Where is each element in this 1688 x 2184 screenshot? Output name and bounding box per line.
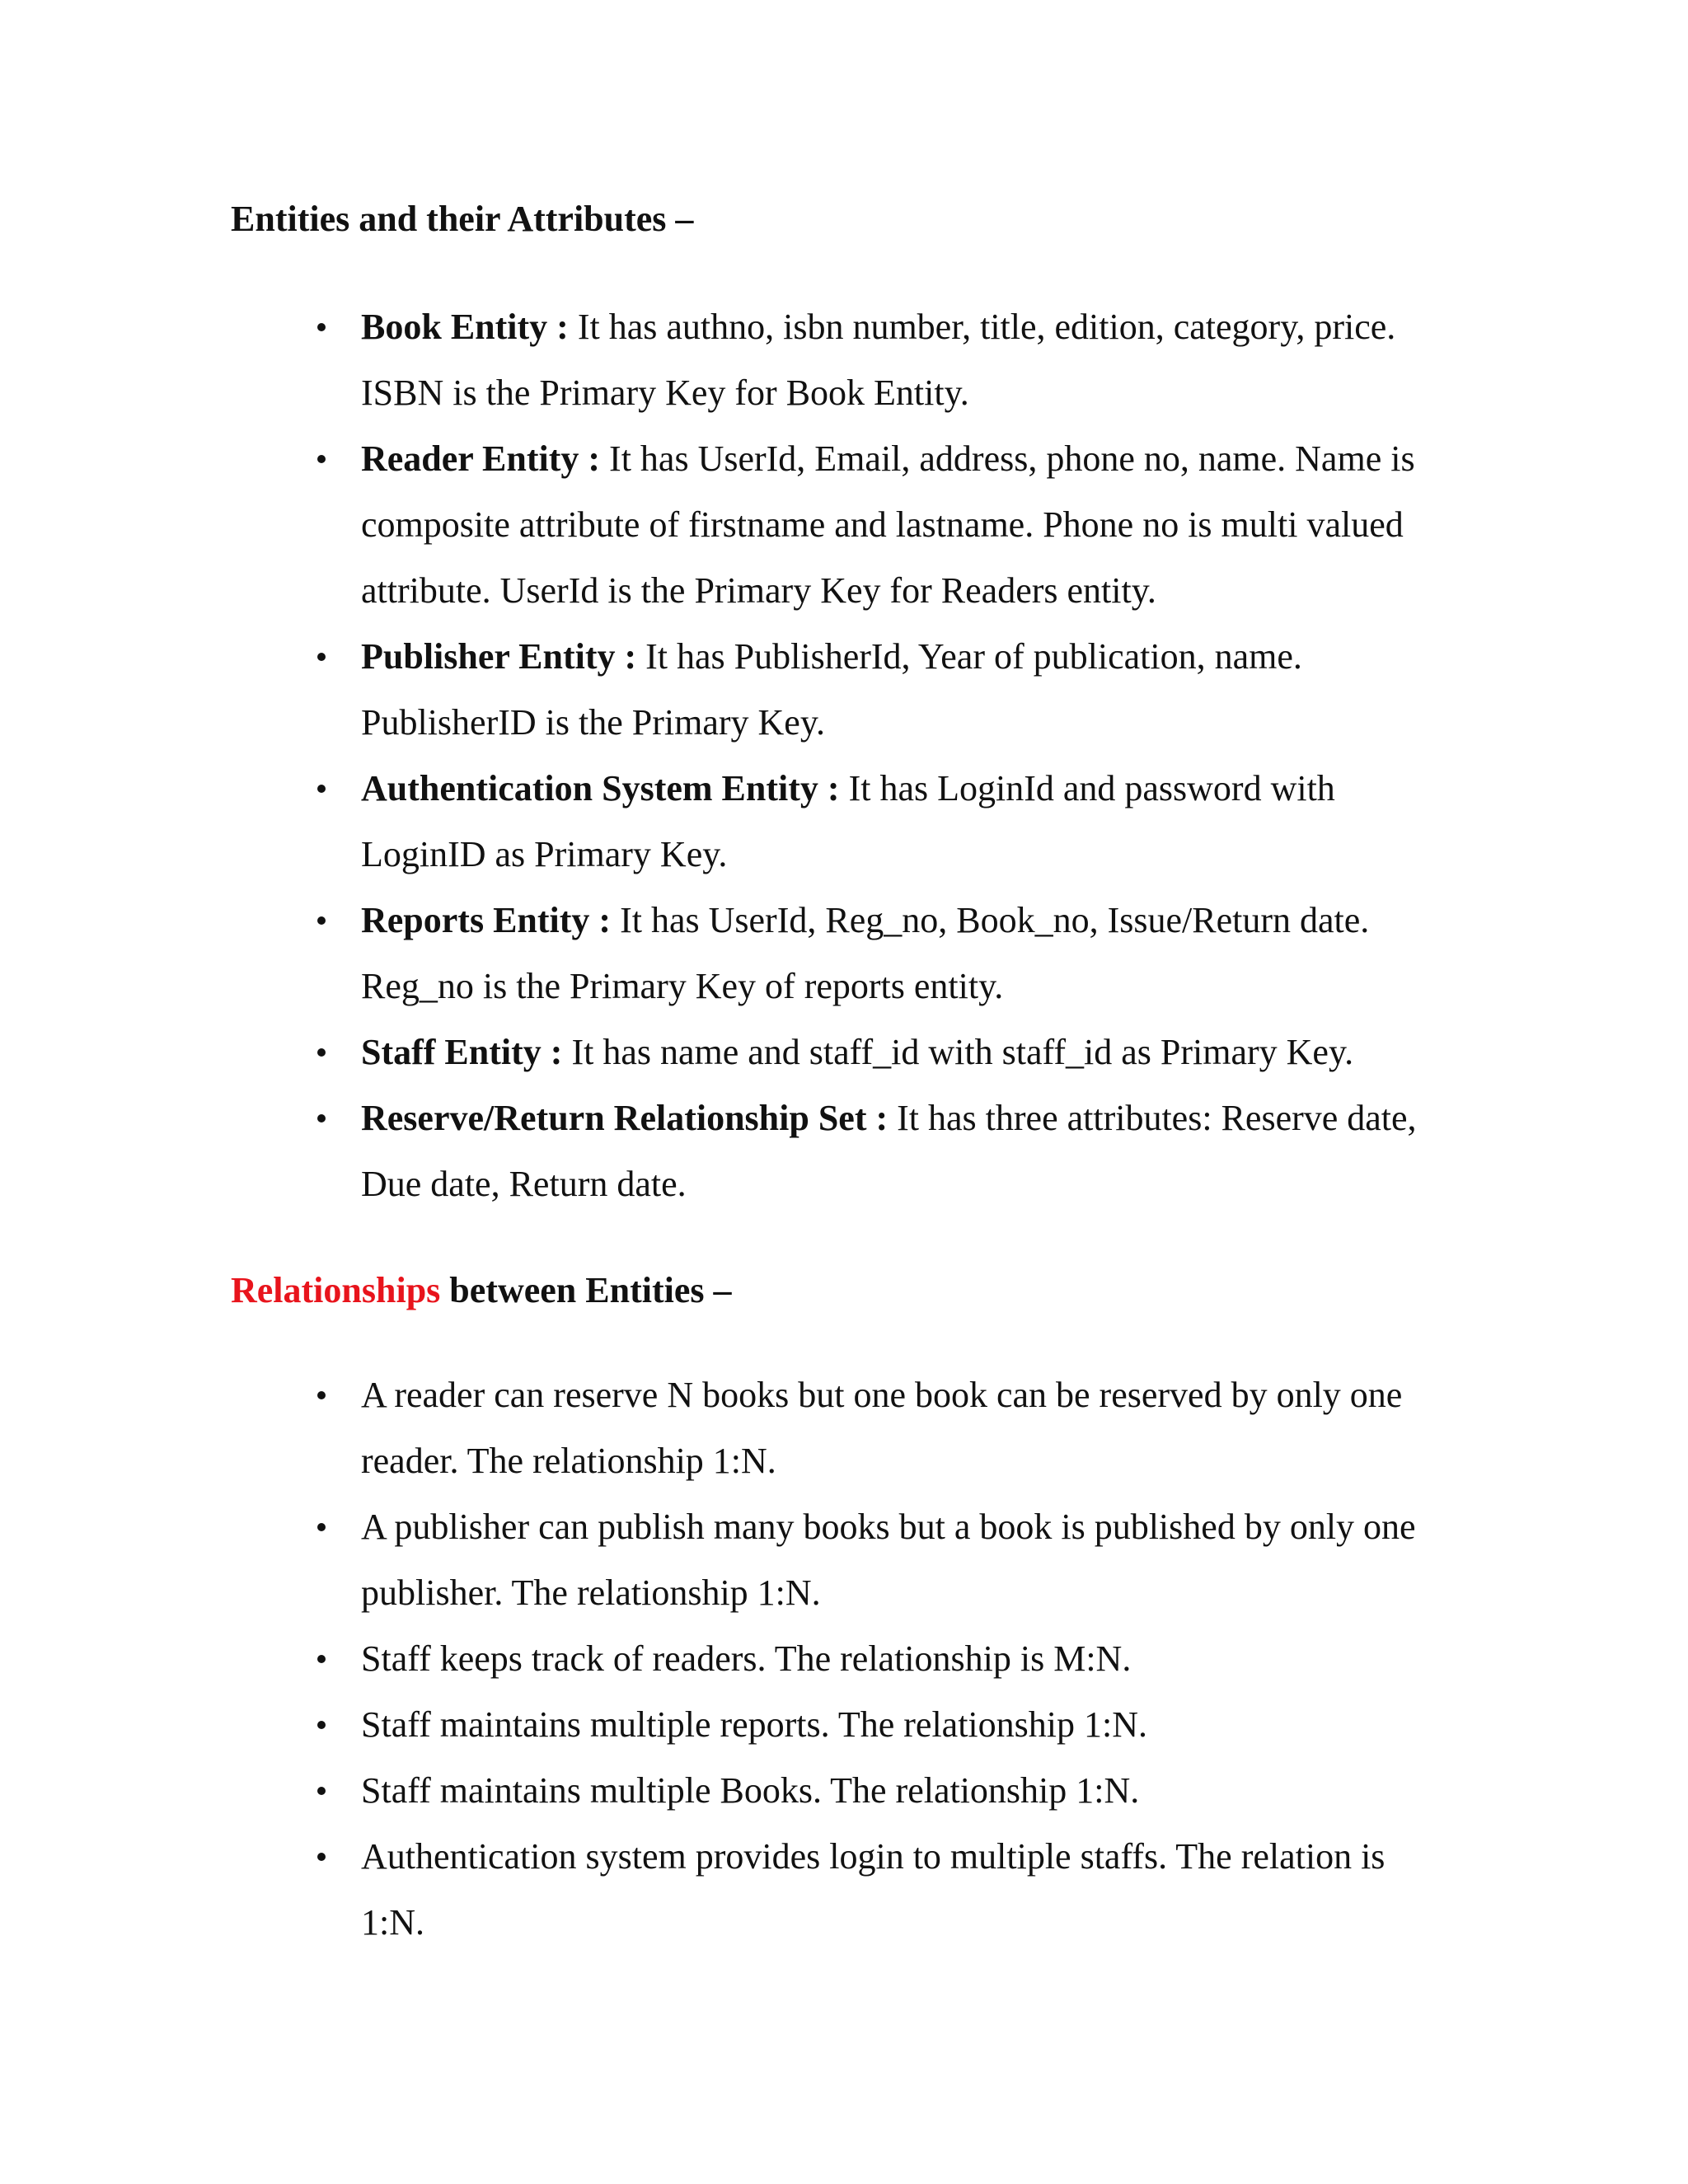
- item-term: Reserve/Return Relationship Set :: [361, 1098, 889, 1138]
- bullet-icon: [313, 1824, 330, 1890]
- list-item-authentication-entity: [361, 756, 1457, 888]
- list-item-staff-readers: [361, 1626, 1457, 1692]
- bullet-icon: [313, 756, 330, 822]
- item-text: It has name and staff_id with staff_id as Primary Key.: [571, 1032, 1354, 1072]
- relationships-heading-accent: Relationships: [231, 1270, 441, 1310]
- relationships-heading-rest: between Entities –: [449, 1270, 732, 1310]
- list-item-reserve-return-set: [361, 1085, 1457, 1217]
- list-item-reader-entity: [361, 426, 1457, 624]
- item-term: Authentication System Entity :: [361, 768, 840, 808]
- list-item-reports-entity: [361, 888, 1457, 1019]
- item-text: A publisher can publish many books but a book is published by only one publisher. The relationship 1:N.: [361, 1507, 1416, 1613]
- item-text: A reader can reserve N books but one book can be reserved by only one reader. The relationship 1:N.: [361, 1375, 1403, 1481]
- bullet-icon: [313, 1758, 330, 1824]
- item-text: It has three attributes: Reserve date, Due date, Return date.: [361, 1098, 1417, 1204]
- list-item-staff-entity: [361, 1019, 1457, 1085]
- list-item-book-entity: [361, 294, 1457, 426]
- bullet-icon: [313, 1626, 330, 1692]
- item-text: It has LoginId and password with LoginID as Primary Key.: [361, 768, 1335, 874]
- bullet-icon: [313, 888, 330, 954]
- relationships-list: [361, 1362, 1457, 1956]
- item-text: Authentication system provides login to multiple staffs. The relation is 1:N.: [361, 1836, 1386, 1943]
- bullet-icon: [313, 1085, 330, 1151]
- bullet-icon: [313, 294, 330, 360]
- item-text: It has UserId, Reg_no, Book_no, Issue/Return date. Reg_no is the Primary Key of reports entity.: [361, 900, 1370, 1006]
- list-item-publisher-books: [361, 1494, 1457, 1626]
- list-item-authentication-staffs: [361, 1824, 1457, 1956]
- item-text: Staff maintains multiple Books. The relationship 1:N.: [361, 1770, 1140, 1811]
- entities-heading: Entities and their Attributes –: [231, 199, 694, 239]
- list-item-staff-books: [361, 1758, 1457, 1824]
- relationships-heading: [231, 1266, 731, 1315]
- bullet-icon: [313, 1692, 330, 1758]
- bullet-icon: [313, 426, 330, 492]
- item-term: Publisher Entity :: [361, 636, 637, 677]
- list-item-staff-reports: [361, 1692, 1457, 1758]
- bullet-icon: [313, 1362, 330, 1428]
- item-term: Staff Entity :: [361, 1032, 563, 1072]
- item-text: It has authno, isbn number, title, edition, category, price. ISBN is the Primary Key for Book Entity.: [361, 307, 1396, 413]
- item-text: It has PublisherId, Year of publication, name. PublisherID is the Primary Key.: [361, 636, 1302, 743]
- list-item-publisher-entity: [361, 624, 1457, 756]
- item-text: Staff keeps track of readers. The relationship is M:N.: [361, 1638, 1132, 1679]
- bullet-icon: [313, 1019, 330, 1085]
- item-text: It has UserId, Email, address, phone no, name. Name is composite attribute of firstname and lastname. Phone no is multi valued attribute. UserId is the Primary Key for Readers entity.: [361, 438, 1415, 611]
- item-term: Book Entity :: [361, 307, 569, 347]
- item-text: Staff maintains multiple reports. The relationship 1:N.: [361, 1704, 1147, 1745]
- entities-list: [361, 294, 1457, 1217]
- list-item-reader-books: [361, 1362, 1457, 1494]
- bullet-icon: [313, 624, 330, 690]
- bullet-icon: [313, 1494, 330, 1560]
- item-term: Reports Entity :: [361, 900, 612, 940]
- item-term: Reader Entity :: [361, 438, 601, 479]
